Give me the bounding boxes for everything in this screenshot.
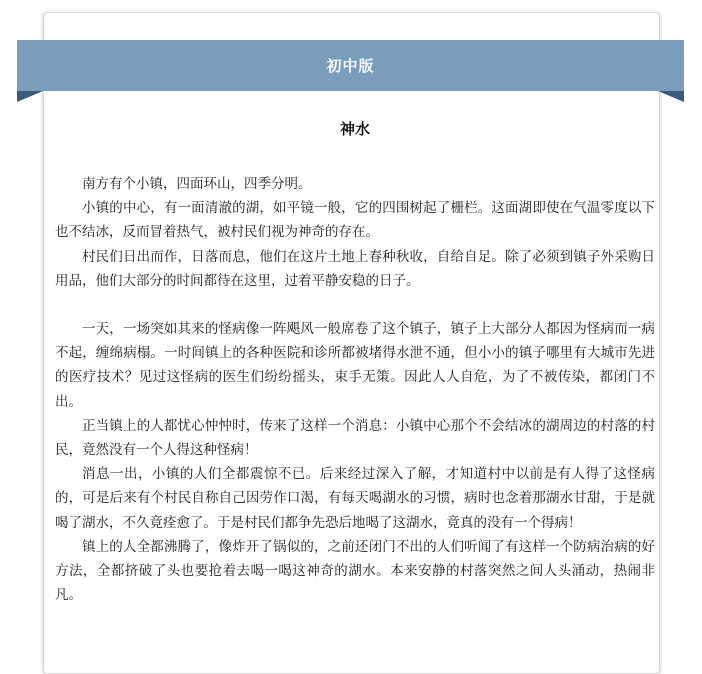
paragraph: 一天，一场突如其来的怪病像一阵飓风一般席卷了这个镇子，镇子上大部分人都因为怪病而一病不起，缠绵病榻。一时间镇上的各种医院和诊所都被堵得水泄不通，但小小的镇子哪里有大城市先进的医疗技术？见过这怪病的医生们纷纷摇头，束手无策。因此人人自危，为了不被传染，都闭门不出。 bbox=[55, 321, 655, 410]
banner-fold-right bbox=[658, 91, 684, 102]
paragraph-gap bbox=[55, 293, 655, 317]
paragraph: 镇上的人全都沸腾了，像炸开了锅似的，之前还闭门不出的人们听闻了有这样一个防病治病的好方法，全都挤破了头也要抢着去喝一喝这神奇的湖水。本来安静的村落突然之间人头涌动，热闹非凡。 bbox=[55, 538, 655, 604]
paragraph: 南方有个小镇，四面环山，四季分明。 bbox=[82, 176, 312, 192]
level-banner bbox=[17, 40, 684, 91]
level-banner-label: 初中版 bbox=[326, 57, 375, 75]
article-title: 神水 bbox=[339, 120, 370, 138]
paragraph: 村民们日出而作，日落而息，他们在这片土地上春种秋收，自给自足。除了必须到镇子外采购日用品，他们大部分的时间都待在这里，过着平静安稳的日子。 bbox=[55, 248, 655, 289]
article-body bbox=[55, 118, 655, 607]
paragraph: 正当镇上的人都忧心忡忡时，传来了这样一个消息：小镇中心那个不会结冰的湖周边的村落的村民，竟然没有一个人得这种怪病！ bbox=[55, 417, 655, 459]
banner-fold-left bbox=[17, 91, 43, 102]
paragraph: 小镇的中心，有一面清澈的湖，如平镜一般，它的四围树起了栅栏。这面湖即使在气温零度以下也不结冰，反而冒着热气，被村民们视为神奇的存在。 bbox=[55, 200, 655, 241]
paragraph: 消息一出，小镇的人们全都震惊不已。后来经过深入了解，才知道村中以前是有人得了这怪病的，可是后来有个村民自称自己因劳作口渴，有每天喝湖水的习惯，病时也念着那湖水甘甜，于是就喝了湖水，不久竟痊愈了。于是村民们都争先恐后地喝了这湖水，竟真的没有一个得病！ bbox=[55, 466, 655, 531]
